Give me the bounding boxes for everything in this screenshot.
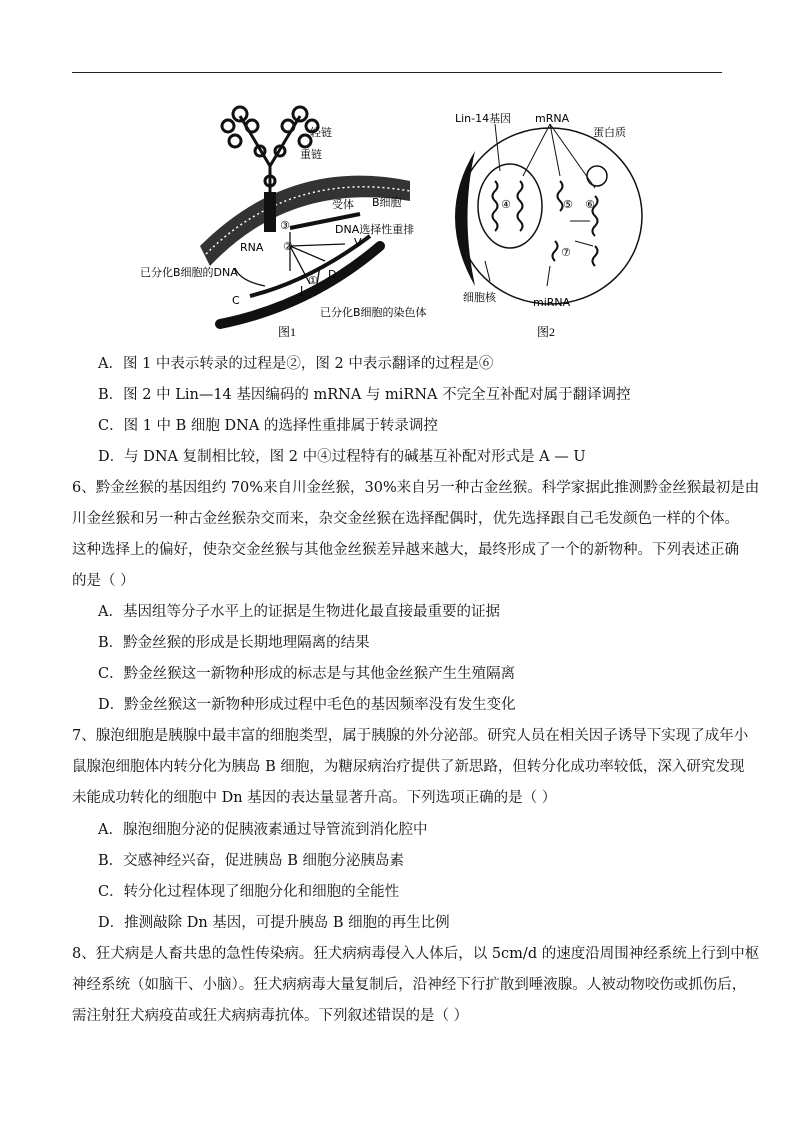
option-a-q6: A．基因组等分子水平上的证据是生物进化最直接最重要的证据: [98, 604, 500, 620]
option-b-q7: B．交感神经兴奋，促进胰岛 B 细胞分泌胰岛素: [98, 853, 405, 869]
label-v: V: [354, 236, 362, 249]
label-mrna: mRNA: [535, 112, 570, 125]
label-j: J: [300, 284, 304, 297]
figure-2-caption: 图2: [537, 325, 556, 339]
option-d-q5: D．与 DNA 复制相比较，图 2 中④过程特有的碱基互补配对形式是 A — U: [98, 449, 586, 465]
question-6-text: 的是（ ）: [72, 573, 135, 589]
label-heavy-chain: 重链: [300, 148, 322, 161]
question-7-text: 7、腺泡细胞是胰腺中最丰富的细胞类型，属于胰腺的外分泌部。研究人员在相关因子诱导下实现了成年小: [72, 728, 749, 744]
option-d-q7: D．推测敲除 Dn 基因，可提升胰岛 B 细胞的再生比例: [98, 915, 450, 931]
label-c: C: [232, 294, 240, 307]
receptor-icon: [264, 192, 276, 232]
label-dna: 已分化B细胞的DNA: [140, 266, 238, 279]
label-receptor: 受体: [332, 198, 354, 211]
protein-icon: [587, 166, 607, 186]
question-7-text: 鼠腺泡细胞体内转分化为胰岛 B 细胞，为糖尿病治疗提供了新思路，但转分化成功率较低，深入研究发现: [72, 759, 745, 775]
question-8-text: 需注射狂犬病疫苗或狂犬病病毒抗体。下列叙述错误的是（ ）: [72, 1008, 469, 1024]
option-a-q7: A．腺泡细胞分泌的促胰液素通过导管流到消化腔中: [98, 822, 428, 838]
label-step-1: ①: [308, 274, 318, 287]
figure-2-lin14-diagram: [445, 96, 645, 341]
figure-1-b-cell-diagram: [140, 96, 450, 341]
question-6-text: 6、黔金丝猴的基因组约 70%来自川金丝猴，30%来自另一种古金丝猴。科学家据此推测黔金丝猴最初是由: [72, 480, 760, 496]
option-c-q7: C．转分化过程体现了细胞分化和细胞的全能性: [98, 884, 400, 900]
rna-strands: [493, 181, 598, 266]
option-d-q6: D．黔金丝猴这一新物种形成过程中毛色的基因频率没有发生变化: [98, 697, 516, 713]
question-6-text: 这种选择上的偏好，使杂交金丝猴与其他金丝猴差异越来越大，最终形成了一个的新物种。下列表述正确: [72, 542, 739, 558]
label-mirna: miRNA: [533, 296, 571, 309]
label-nucleus: 细胞核: [463, 291, 496, 304]
label-step-2: ②: [283, 240, 293, 253]
question-8-text: 神经系统（如脑干、小脑）。狂犬病病毒大量复制后，沿神经下行扩散到唾液腺。人被动物咬伤或抓伤后，: [72, 977, 747, 993]
label-chromosome: 已分化B细胞的染色体: [320, 306, 427, 319]
option-a-q5: A．图 1 中表示转录的过程是②，图 2 中表示翻译的过程是⑥: [98, 356, 494, 372]
label-gene: Lin-14基因: [455, 112, 512, 125]
label-d: D: [328, 268, 337, 281]
label-light-chain: 轻链: [310, 126, 332, 139]
option-b-q5: B．图 2 中 Lin—14 基因编码的 mRNA 与 miRNA 不完全互补配对属于翻译调控: [98, 387, 631, 403]
label-step-5: ⑤: [563, 198, 573, 211]
label-step-3: ③: [280, 219, 290, 232]
header-rule: [72, 72, 722, 73]
figure-1-caption: 图1: [278, 325, 297, 339]
label-protein: 蛋白质: [593, 126, 626, 139]
question-6-text: 川金丝猴和另一种古金丝猴杂交而来，杂交金丝猴在选择配偶时，优先选择跟自己毛发颜色一样的个体。: [72, 511, 739, 527]
option-c-q5: C．图 1 中 B 细胞 DNA 的选择性重排属于转录调控: [98, 418, 438, 434]
label-step-4: ④: [501, 198, 511, 211]
label-rna: RNA: [240, 241, 264, 254]
label-b-cell: B细胞: [372, 196, 402, 209]
option-c-q6: C．黔金丝猴这一新物种形成的标志是与其他金丝猴产生生殖隔离: [98, 666, 516, 682]
label-rearrange: DNA选择性重排: [335, 223, 415, 236]
label-step-7: ⑦: [561, 246, 571, 259]
question-7-text: 未能成功转化的细胞中 Dn 基因的表达量显著升高。下列选项正确的是（ ）: [72, 790, 557, 806]
option-b-q6: B．黔金丝猴的形成是长期地理隔离的结果: [98, 635, 370, 651]
label-step-6: ⑥: [585, 198, 595, 211]
question-8-text: 8、狂犬病是人畜共患的急性传染病。狂犬病病毒侵入人体后，以 5cm/d 的速度沿周围神经系统上行到中枢: [72, 946, 760, 962]
